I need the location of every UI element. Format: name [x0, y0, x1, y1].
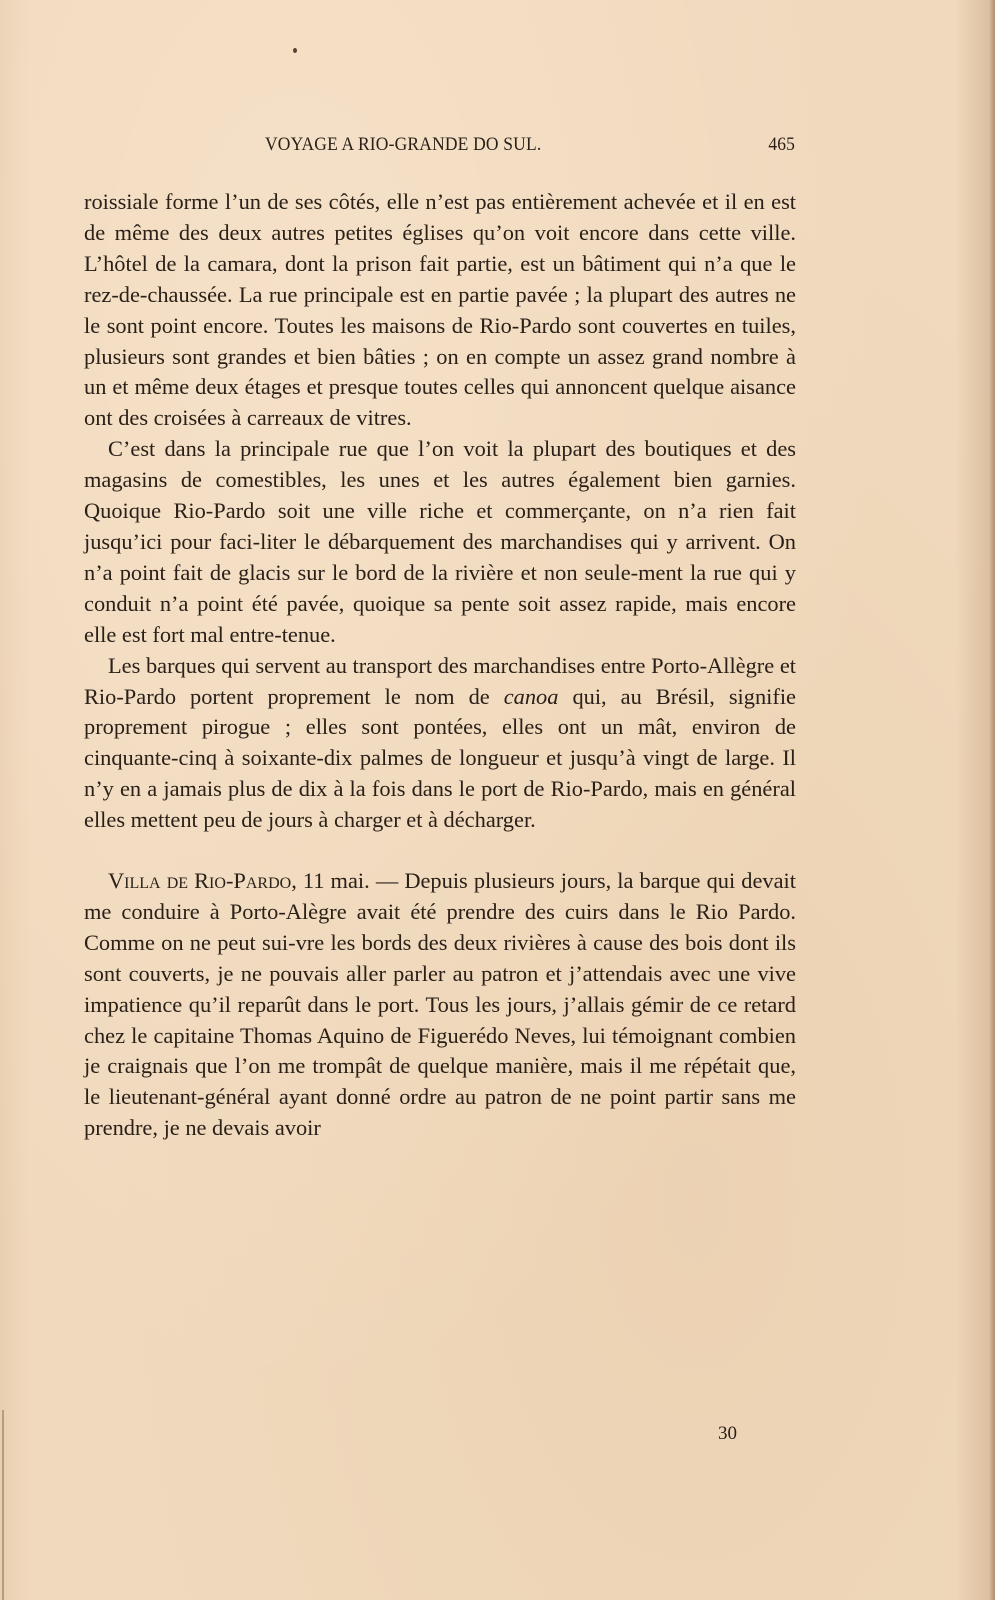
running-title: VOYAGE A RIO-GRANDE DO SUL.	[265, 134, 542, 155]
entry-date: , 11 mai. —	[291, 868, 405, 894]
signature-mark: 30	[718, 1423, 737, 1444]
paragraph	[84, 187, 796, 434]
paragraph-text: C’est dans la principale rue que l’on voit la plupart des boutiques et des magasins de comestibles, les unes et les autres également bien garnies. Quoique Rio-Pardo soit une ville riche et commerçante, on n’a rien fait jusqu’ici pour faci-liter le débarquement des marchandises qui y arrivent. On n’a point fait de glacis sur le bord de la rivière et non seule-ment la rue qui y conduit n’a point été pavée, quoique sa pente soit assez rapide, mais encore elle est fort mal entre-tenue.	[84, 436, 796, 647]
page-number: 465	[768, 134, 795, 155]
italic-term: canoa	[503, 683, 559, 709]
paragraph	[84, 651, 796, 836]
paragraph	[84, 434, 796, 650]
entry-place: Villa de Rio-Pardo	[108, 868, 292, 894]
body-text	[84, 187, 796, 1144]
paragraph-text: Les barques qui servent au transport des marchandises entre Porto-Allègre et Rio-Pardo portent proprement le nom de	[84, 652, 796, 709]
paper-speck	[293, 48, 297, 53]
binding-mark	[2, 1410, 4, 1600]
page-edge-shadow	[989, 0, 995, 1600]
dated-entry	[84, 866, 796, 1144]
paragraph-text: qui, au Brésil, signifie proprement pirogue ; elles sont pontées, elles ont un mât, environ de cinquante-cinq à soixante-dix palmes de longueur et jusqu’à vingt de large. Il n’y en a jamais plus de dix à la fois dans le port de Rio-Pardo, mais en général elles mettent peu de jours à charger et à décharger.	[84, 683, 796, 833]
paragraph-text: roissiale forme l’un de ses côtés, elle n’est pas entièrement achevée et il en est de même des deux autres petites églises qu’on voit encore dans cette ville. L’hôtel de la camara, dont la prison fait partie, est un bâtiment qui n’a que le rez-de-chaussée. La rue principale est en partie pavée ; la plupart des autres ne le sont point encore. Toutes les maisons de Rio-Pardo sont couvertes en tuiles, plusieurs sont grandes et bien bâties ; on en compte un assez grand nombre à un et même deux étages et presque toutes celles qui annoncent quelque aisance ont des croisées à carreaux de vitres.	[84, 189, 796, 431]
paragraph-text: Depuis plusieurs jours, la barque qui devait me conduire à Porto-Alègre avait été prendre des cuirs dans le Rio Pardo. Comme on ne peut sui-vre les bords des deux rivières à cause des bois dont ils sont couverts, je ne pouvais aller parler au patron et j’attendais avec une vive impatience qu’il reparût dans le port. Tous les jours, j’allais gémir de ce retard chez le capitaine Thomas Aquino de Figuerédo Neves, lui témoignant combien je craignais que l’on me trompât de quelque manière, mais il me répétait que, le lieutenant-général ayant donné ordre au patron de ne point partir sans me prendre, je ne devais avoir	[84, 868, 796, 1141]
